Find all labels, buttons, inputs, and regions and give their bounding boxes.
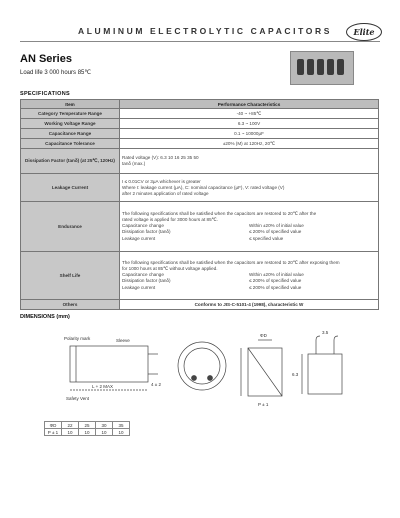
capacitor-image	[297, 59, 304, 75]
spec-pair-value: Within ±20% of initial value	[249, 271, 304, 277]
pcb-view	[241, 340, 282, 396]
terminal-view	[302, 336, 342, 394]
spec-line: after 2 minutes application of rated voltage	[122, 190, 209, 196]
table-row	[45, 422, 130, 429]
spec-item-label: Category Temperature Range	[21, 109, 120, 119]
spec-item-label: Endurance	[21, 202, 120, 252]
table-cell: ΦD	[45, 422, 62, 429]
pitch-label: P ± 1	[258, 402, 269, 407]
series-subtitle: Load life 3 000 hours 85℃	[20, 70, 92, 76]
diameter-label: ΦD	[260, 333, 267, 338]
specifications-heading: SPECIFICATIONS	[20, 91, 70, 97]
brand-logo: Elite	[346, 23, 382, 41]
table-row	[21, 202, 379, 252]
lead-length-label: 3.5	[322, 330, 329, 335]
spec-item-label: Dissipation Factor (tanδ) (at 25℃, 120Hz)	[21, 149, 120, 174]
column-header-item: Item	[21, 100, 120, 109]
terminal-lead	[334, 336, 338, 354]
spec-item-label: Working Voltage Range	[21, 119, 120, 129]
spec-pair-value: ≤ 200% of specified value	[249, 278, 302, 284]
terminal-pin	[208, 376, 213, 381]
product-photo	[290, 51, 354, 85]
terminal-lead	[316, 336, 320, 354]
dimensions-table	[44, 421, 130, 436]
document-title: ALUMINUM ELECTROLYTIC CAPACITORS	[78, 26, 332, 36]
spec-pair-label: Capacitance change	[122, 271, 164, 277]
lead-label: 4 ± 2	[151, 382, 161, 387]
spec-line: for 1000 hours at 85℃ without voltage applied.	[122, 265, 218, 271]
spec-item-label: Capacitance Tolerance	[21, 139, 120, 149]
title-divider	[20, 41, 380, 42]
spec-value: Conforms to JIS-C-5101-4 (1998), characteristic W	[120, 300, 379, 310]
length-label: L + 2 MAX	[92, 384, 113, 389]
spec-pair-value: ≤ 200% of specified value	[249, 229, 302, 235]
capacitor-image	[337, 59, 344, 75]
spec-pair-label: Leakage current	[122, 235, 156, 241]
table-cell: P ± 1	[45, 429, 62, 436]
capacitor-outline	[178, 342, 226, 390]
table-row	[21, 149, 379, 174]
dimensions-heading: DIMENSIONS (mm)	[20, 314, 70, 320]
spec-pair-label: Leakage current	[122, 284, 156, 290]
spec-line: The following specifications shall be satisfied when the capacitors are restored to 20℃ after the	[122, 210, 317, 216]
table-row	[21, 139, 379, 149]
capacitor-image	[307, 59, 314, 75]
spec-value	[120, 202, 379, 252]
table-row	[45, 429, 130, 436]
spec-value	[120, 149, 379, 174]
spec-item-label: Others	[21, 300, 120, 310]
spec-pair-value: ≤ specified value	[249, 235, 284, 241]
spec-item-label: Leakage Current	[21, 174, 120, 202]
spec-value: -40 ~ +85℃	[120, 109, 379, 119]
table-cell: 35	[113, 422, 130, 429]
spec-pair-label: Dissipation factor (tanδ)	[122, 278, 171, 284]
table-row	[21, 174, 379, 202]
table-cell: 10	[79, 429, 96, 436]
table-row	[21, 119, 379, 129]
spec-line: I ≤ 0.01CV or 3μA whichever is greater	[122, 178, 201, 184]
capacitor-image	[327, 59, 334, 75]
spec-pair	[122, 285, 376, 292]
series-title: AN Series	[20, 53, 72, 65]
terminal-pin	[192, 376, 197, 381]
table-cell: 10	[113, 429, 130, 436]
spec-value	[120, 174, 379, 202]
spec-line: rated voltage is applied for 3000 hours at 85℃.	[122, 216, 219, 222]
spec-pair-label: Capacitance change	[122, 222, 164, 228]
table-row	[21, 300, 379, 310]
spec-value: 0.1 ~ 10000μF	[120, 129, 379, 139]
capacitor-body	[70, 346, 148, 382]
table-cell: 10	[62, 429, 79, 436]
spec-line: tanδ (max.)	[122, 161, 146, 166]
spec-pair-label: Dissipation factor (tanδ)	[122, 229, 171, 235]
sleeve-label: Sleeve	[116, 338, 130, 343]
spec-item-label: Shelf Life	[21, 252, 120, 300]
spec-value	[120, 252, 379, 300]
height-label: 6.3	[292, 372, 299, 377]
table-cell: 25	[79, 422, 96, 429]
spec-value: 6.3 ~ 100V	[120, 119, 379, 129]
diagonal-line	[248, 348, 282, 396]
spec-pair-value: Within ±20% of initial value	[249, 222, 304, 228]
bottom-view	[178, 342, 226, 390]
spec-item-label: Capacitance Range	[21, 129, 120, 139]
side-view	[70, 346, 158, 390]
table-row	[21, 252, 379, 300]
spec-line: Rated voltage (V): 6.3 10 16 25 35 50	[122, 155, 199, 160]
table-header-row	[21, 100, 379, 109]
capacitor-inner-ring	[184, 348, 220, 384]
polarity-label: Polarity mark	[64, 336, 91, 341]
spec-pair	[122, 236, 376, 243]
dimension-drawing	[30, 326, 360, 414]
column-header-characteristics: Performance Characteristics	[120, 100, 379, 109]
vent-label: Safety Vent	[66, 396, 90, 401]
spec-pair-value: ≤ 200% of specified value	[249, 284, 302, 290]
spec-line: Where I: leakage current (μA), C: nominal capacitance (μF), V: rated voltage (V)	[122, 184, 285, 190]
table-cell: 22	[62, 422, 79, 429]
terminal-body	[308, 354, 342, 394]
capacitor-image	[317, 59, 324, 75]
specifications-table	[20, 99, 379, 310]
table-cell: 30	[96, 422, 113, 429]
table-row	[21, 129, 379, 139]
spec-value: ±20% (M) at 120Hz, 20℃	[120, 139, 379, 149]
spec-line: The following specifications shall be satisfied when the capacitors are restored to 20℃ after exposing them	[122, 259, 340, 265]
table-cell: 10	[96, 429, 113, 436]
table-row	[21, 109, 379, 119]
